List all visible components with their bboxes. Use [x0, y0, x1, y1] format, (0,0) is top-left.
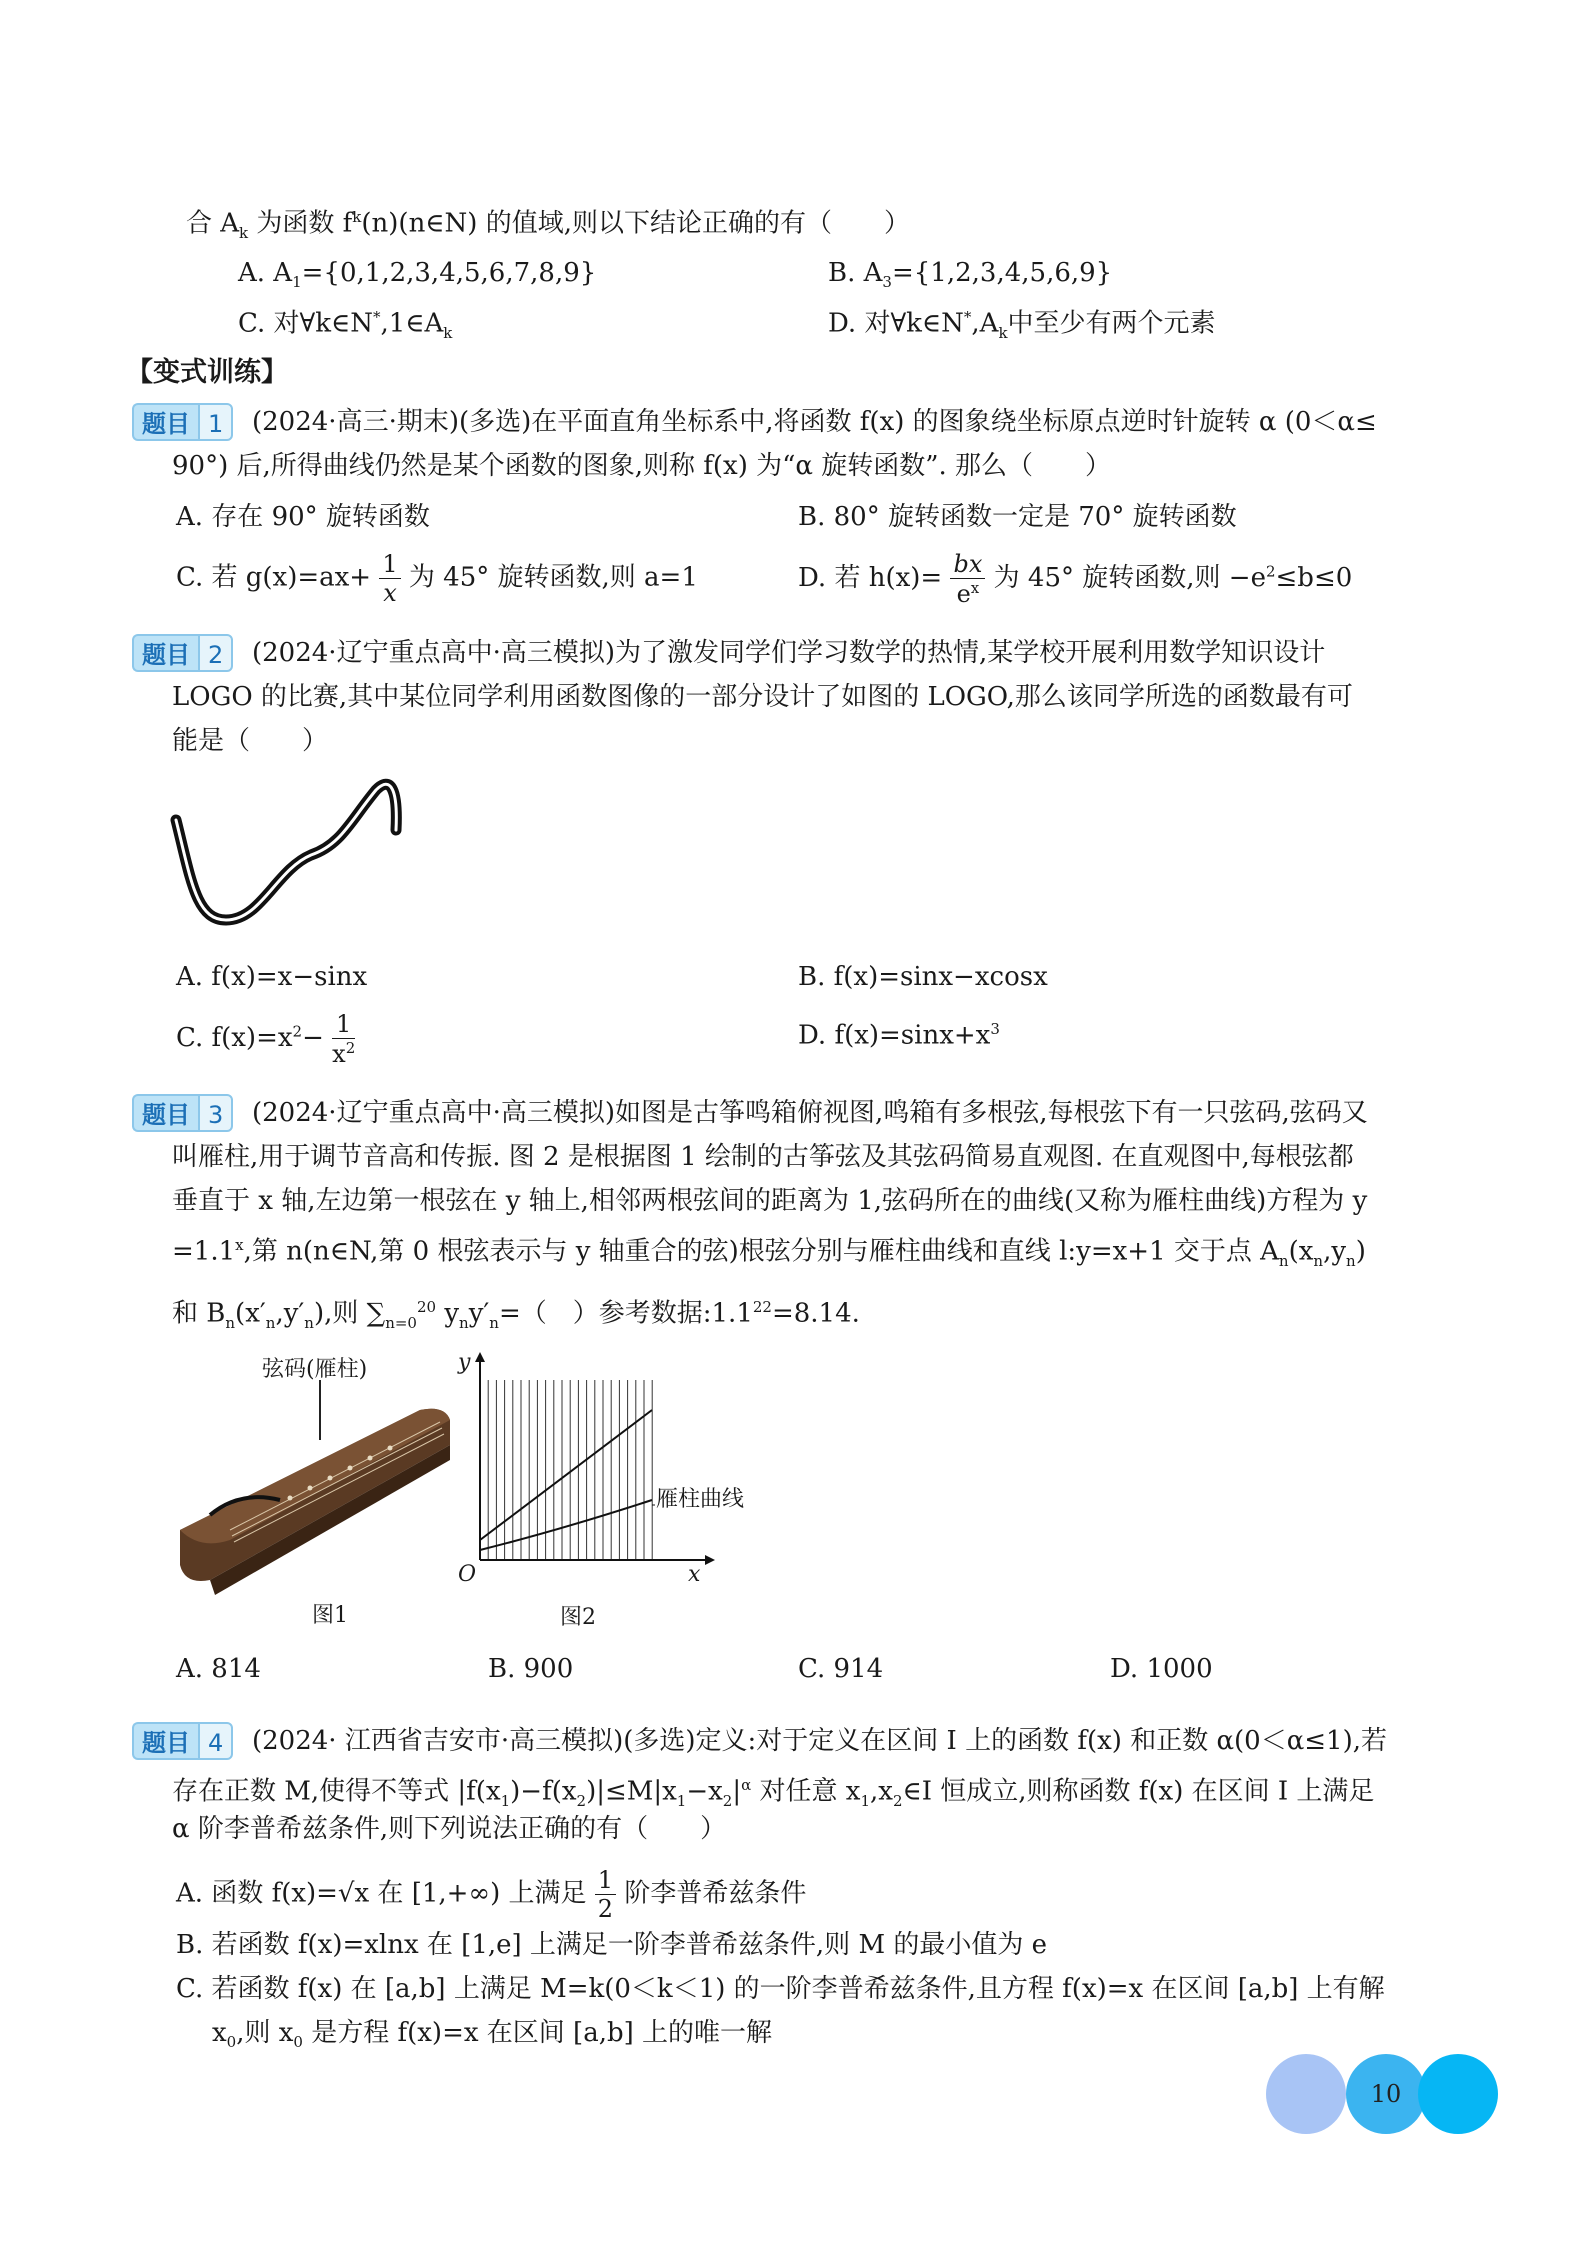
decor-circle-3 — [1418, 2054, 1498, 2134]
q4-line-2: 存在正数 M,使得不等式 $|f(x_1)-f(x_2)|\le M|x_1-x_2|^\alpha$ 对任意 $x_1,x_2\in I$ 恒成立,则称函数 f(x) 在区间 I 上满足 — [172, 1776, 1375, 1810]
question-tag-3 — [132, 1094, 233, 1132]
question-number: 2 — [198, 634, 233, 672]
q4-line-1: (2024· 江西省吉安市·高三模拟)(多选)定义:对于定义在区间 I 上的函数 f(x) 和正数 α(0＜α≤1),若 — [252, 1726, 1387, 1756]
question-tag-label: 题目 — [132, 1722, 198, 1760]
intro-stem: 合 $A_k$ 为函数 $f^k(n)(n\in N)$ 的值域,则以下结论正确的有（ ） — [186, 208, 910, 242]
question-number: 1 — [198, 403, 233, 441]
fraction — [332, 1012, 355, 1066]
axis-x-label: x — [688, 1562, 701, 1587]
fig1-label: 弦码(雁柱) — [262, 1357, 368, 1382]
q2-line-1: (2024·辽宁重点高中·高三模拟)为了激发同学们学习数学的热情,某学校开展利用数学知识设计 — [252, 638, 1326, 668]
intro-option-c: C. 对$\forall k\in N^*,1\in A_k$ — [238, 308, 453, 342]
q3-option-b: B. 900 — [488, 1654, 574, 1684]
q4-option-a-tail: 阶李普希兹条件 — [624, 1878, 807, 1909]
fraction-denominator: x — [383, 579, 397, 607]
fraction-numerator: 1 — [379, 552, 400, 579]
intro-option-d: D. 对$\forall k\in N^*,A_k$中至少有两个元素 — [828, 308, 1216, 342]
guzheng-photo — [170, 1350, 460, 1640]
q2-option-b: B. f(x)=sinx−xcosx — [798, 962, 1048, 992]
q1-option-c — [176, 552, 698, 605]
fraction-denominator: 2 — [597, 1895, 614, 1923]
q3-option-d: D. 1000 — [1110, 1654, 1213, 1684]
fig2-caption: 图2 — [560, 1605, 596, 1630]
q2-line-3: 能是（ ） — [172, 726, 329, 756]
fraction-numerator: 1 — [332, 1012, 355, 1039]
question-tag-label: 题目 — [132, 1094, 198, 1132]
q4-option-c-line-2: $x_0$,则 $x_0$ 是方程 f(x)=x 在区间 [a,b] 上的唯一解 — [212, 2018, 773, 2052]
q3-line-1: (2024·辽宁重点高中·高三模拟)如图是古筝鸣箱俯视图,鸣箱有多根弦,每根弦下有一只弦码,弦码又 — [252, 1098, 1368, 1128]
q1-option-c-text: C. 若 g(x)=ax+ — [176, 562, 372, 593]
question-tag-2 — [132, 634, 233, 672]
q4-line-3: α 阶李普希兹条件,则下列说法正确的有（ ） — [172, 1814, 727, 1844]
section-title: 【变式训练】 — [126, 357, 288, 388]
question-number: 3 — [198, 1094, 233, 1132]
intro-option-a: A. $A_1=\{0,1,2,3,4,5,6,7,8,9\}$ — [238, 258, 597, 292]
q4-option-b: B. 若函数 f(x)=xlnx 在 [1,e] 上满足一阶李普希兹条件,则 M 的最小值为 e — [176, 1930, 1047, 1960]
q2-line-2: LOGO 的比赛,其中某位同学利用函数图像的一部分设计了如图的 LOGO,那么该同学所选的函数最有可 — [172, 682, 1353, 712]
q1-option-d-tail: 为 45° 旋转函数,则 $-e^2\le b\le 0$ — [993, 562, 1353, 593]
fig2-curve-label: 雁柱曲线 — [656, 1487, 745, 1512]
q1-option-c-tail: 为 45° 旋转函数,则 a=1 — [408, 562, 698, 593]
q3-line-4: $=1.1^x$,第 n(n∈N,第 0 根弦表示与 y 轴重合的弦)根弦分别与雁柱曲线和直线 l:y=x+1 交于点 $A_n(x_n,y_n)$ — [172, 1236, 1366, 1270]
q2-option-c-text: C. $f(x)=x^2-$ — [176, 1022, 324, 1053]
question-tag-label: 题目 — [132, 634, 198, 672]
axis-origin-label: O — [458, 1562, 477, 1587]
decor-circle-1 — [1266, 2054, 1346, 2134]
q1-line-1: (2024·高三·期末)(多选)在平面直角坐标系中,将函数 f(x) 的图象绕坐标原点逆时针旋转 α (0＜α≤ — [252, 407, 1377, 437]
q3-option-c: C. 914 — [798, 1654, 884, 1684]
q1-option-d — [798, 552, 1352, 606]
logo-figure — [166, 760, 406, 940]
fraction — [950, 552, 985, 606]
question-number: 4 — [198, 1722, 233, 1760]
q1-option-a: A. 存在 90° 旋转函数 — [176, 502, 430, 532]
q3-line-3: 垂直于 x 轴,左边第一根弦在 y 轴上,相邻两根弦间的距离为 1,弦码所在的曲线(又称为雁柱曲线)方程为 y — [172, 1186, 1368, 1216]
fraction-denominator: $e^x$ — [956, 579, 980, 608]
fig1-caption: 图1 — [312, 1603, 348, 1628]
q2-option-a: A. f(x)=x−sinx — [176, 962, 368, 992]
q2-option-c — [176, 1012, 355, 1066]
q4-option-a — [176, 1868, 806, 1921]
q4-option-c-line-1: C. 若函数 f(x) 在 [a,b] 上满足 M=k(0＜k＜1) 的一阶李普希兹条件,且方程 f(x)=x 在区间 [a,b] 上有解 — [176, 1974, 1385, 2004]
page-number: 10 — [1370, 2080, 1402, 2108]
q3-line-2: 叫雁柱,用于调节音高和传振. 图 2 是根据图 1 绘制的古筝弦及其弦码简易直观图. 在直观图中,每根弦都 — [172, 1142, 1354, 1172]
q1-option-d-text: D. 若 h(x)= — [798, 563, 943, 593]
q3-line-5: 和 $B_n(x'_n,y'_n)$,则 $\sum_{n=0}^{20}$ $y_ny'_n=$（ ）参考数据$:1.1^{22}=8.14$. — [172, 1298, 860, 1332]
q3-option-a: A. 814 — [176, 1654, 261, 1684]
fraction — [595, 1868, 616, 1921]
fraction — [379, 552, 400, 605]
fraction-numerator: 1 — [595, 1868, 616, 1895]
q1-option-b: B. 80° 旋转函数一定是 70° 旋转函数 — [798, 502, 1237, 532]
question-tag-label: 题目 — [132, 403, 198, 441]
q1-line-2: 90°) 后,所得曲线仍然是某个函数的图象,则称 f(x) 为“α 旋转函数”. 那么（ ） — [172, 451, 1112, 481]
strings-diagram — [440, 1350, 720, 1590]
fraction-numerator: bx — [950, 552, 985, 579]
question-tag-1 — [132, 403, 233, 441]
q4-option-a-text: A. 函数 f(x)=√x 在 [1,+∞) 上满足 — [176, 1878, 587, 1909]
question-tag-4 — [132, 1722, 233, 1760]
intro-option-b: B. $A_3=\{1,2,3,4,5,6,9\}$ — [828, 258, 1113, 292]
q2-option-d: D. $f(x)=\sin x+x^3$ — [798, 1020, 1000, 1051]
fraction-denominator: $x^2$ — [332, 1039, 356, 1068]
axis-y-label: y — [458, 1350, 471, 1375]
